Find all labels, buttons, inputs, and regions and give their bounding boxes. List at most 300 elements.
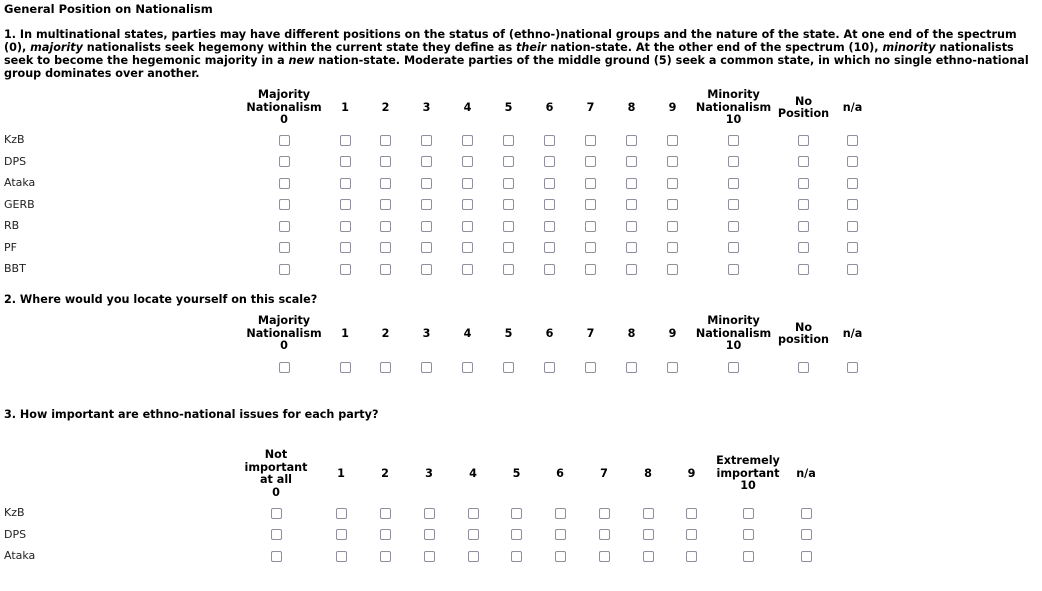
- q1-ataka-6-checkbox[interactable]: [544, 178, 555, 189]
- q1-ataka-5-cell: [488, 172, 529, 194]
- q1-pf-0-checkbox[interactable]: [279, 242, 290, 253]
- q1-ataka-4-checkbox[interactable]: [462, 178, 473, 189]
- q3-ataka-10-cell: [713, 545, 783, 567]
- q1-kzb-4-cell: [447, 129, 488, 151]
- q1-bbt-3-cell: [406, 258, 447, 280]
- q1-gerb-4-cell: [447, 194, 488, 216]
- q1-kzb-10-cell: [693, 129, 774, 151]
- q1-ataka-10-checkbox[interactable]: [728, 178, 739, 189]
- q1-gerb-0-checkbox[interactable]: [279, 199, 290, 210]
- q2-self-7-checkbox[interactable]: [585, 362, 596, 373]
- q2-self-6-checkbox[interactable]: [544, 362, 555, 373]
- q1-rb-no-position-checkbox[interactable]: [798, 221, 809, 232]
- q1-header-8: 8: [627, 100, 636, 114]
- q3-kzb-2-checkbox[interactable]: [380, 508, 391, 519]
- q1-pf-na-cell: [833, 237, 872, 259]
- q3-ataka-4-checkbox[interactable]: [468, 551, 479, 562]
- q1-pf-no-position-cell: [774, 237, 833, 259]
- q1-gerb-no-position-cell: [774, 194, 833, 216]
- q1-gerb-row-label: GERB: [4, 197, 35, 211]
- q1-pf-2-cell: [365, 237, 406, 259]
- q3-header-4: 4: [469, 466, 477, 480]
- q2-self-1-checkbox[interactable]: [340, 362, 351, 373]
- q2-self-1-cell: [325, 355, 365, 379]
- q3-header-extremely-important: Extremely important 10: [716, 454, 780, 493]
- q2-header-7: 7: [586, 326, 595, 340]
- q3-ataka-7-checkbox[interactable]: [599, 551, 610, 562]
- q1-pf-0-cell: [243, 237, 325, 259]
- q3-ataka-row-label: Ataka: [4, 549, 36, 563]
- q1-dps-7-cell: [570, 151, 611, 173]
- q2-header-empty: [0, 313, 243, 355]
- q1-header-2: 2: [381, 100, 390, 114]
- q1-kzb-5-checkbox[interactable]: [503, 135, 514, 146]
- q1-kzb-7-checkbox[interactable]: [585, 135, 596, 146]
- q1-dps-no-position-cell: [774, 151, 833, 173]
- q3-dps-2-cell: [363, 524, 407, 546]
- q3-dps-8-checkbox[interactable]: [643, 529, 654, 540]
- q3-dps-5-cell: [495, 524, 538, 546]
- q3-kzb-1-checkbox[interactable]: [336, 508, 347, 519]
- q3-dps-7-checkbox[interactable]: [599, 529, 610, 540]
- q1-kzb-9-cell: [652, 129, 693, 151]
- q1-ataka-no-position-checkbox[interactable]: [798, 178, 809, 189]
- q1-rb-10-checkbox[interactable]: [728, 221, 739, 232]
- q1-gerb-8-cell: [611, 194, 652, 216]
- q2-self-9-checkbox[interactable]: [667, 362, 678, 373]
- q3-ataka-2-cell: [363, 545, 407, 567]
- q1-rb-9-cell: [652, 215, 693, 237]
- q3-kzb-9-checkbox[interactable]: [686, 508, 697, 519]
- q1-kzb-3-checkbox[interactable]: [421, 135, 432, 146]
- q1-dps-10-cell: [693, 151, 774, 173]
- q2-self-2-checkbox[interactable]: [380, 362, 391, 373]
- q2-header-no-position: No position: [777, 320, 830, 346]
- q1-dps-10-checkbox[interactable]: [728, 156, 739, 167]
- q1-ataka-3-checkbox[interactable]: [421, 178, 432, 189]
- q3-dps-3-cell: [407, 524, 451, 546]
- q2-self-0-checkbox[interactable]: [279, 362, 290, 373]
- q3-dps-row-label: DPS: [4, 527, 27, 541]
- q1-pf-4-checkbox[interactable]: [462, 242, 473, 253]
- q1-dps-1-cell: [325, 151, 365, 173]
- q3-dps-row: [0, 524, 829, 546]
- q1-gerb-7-cell: [570, 194, 611, 216]
- q1-ataka-10-cell: [693, 172, 774, 194]
- q1-em-minority: minority: [882, 41, 936, 54]
- q3-ataka-8-cell: [626, 545, 670, 567]
- q1-kzb-6-checkbox[interactable]: [544, 135, 555, 146]
- q2-self-5-checkbox[interactable]: [503, 362, 514, 373]
- q3-kzb-0-checkbox[interactable]: [271, 508, 282, 519]
- q1-ataka-1-checkbox[interactable]: [340, 178, 351, 189]
- q1-dps-5-checkbox[interactable]: [503, 156, 514, 167]
- q3-kzb-6-checkbox[interactable]: [555, 508, 566, 519]
- q1-kzb-0-cell: [243, 129, 325, 151]
- q1-dps-6-checkbox[interactable]: [544, 156, 555, 167]
- q1-dps-0-cell: [243, 151, 325, 173]
- q1-bbt-10-checkbox[interactable]: [728, 264, 739, 275]
- q2-header-8: 8: [627, 326, 636, 340]
- q1-dps-na-cell: [833, 151, 872, 173]
- q1-pf-5-checkbox[interactable]: [503, 242, 514, 253]
- q3-ataka-3-cell: [407, 545, 451, 567]
- q3-kzb-4-checkbox[interactable]: [468, 508, 479, 519]
- q1-bbt-2-cell: [365, 258, 406, 280]
- q1-kzb-na-cell: [833, 129, 872, 151]
- q2-self-8-cell: [611, 355, 652, 379]
- q3-dps-5-checkbox[interactable]: [511, 529, 522, 540]
- q1-pf-9-checkbox[interactable]: [667, 242, 678, 253]
- q3-kzb-7-cell: [582, 502, 626, 524]
- q1-rb-1-checkbox[interactable]: [340, 221, 351, 232]
- q1-gerb-9-cell: [652, 194, 693, 216]
- q1-gerb-2-cell: [365, 194, 406, 216]
- q3-ataka-9-checkbox[interactable]: [686, 551, 697, 562]
- q1-kzb-9-checkbox[interactable]: [667, 135, 678, 146]
- q3-dps-na-checkbox[interactable]: [801, 529, 812, 540]
- q3-dps-4-checkbox[interactable]: [468, 529, 479, 540]
- q1-gerb-1-cell: [325, 194, 365, 216]
- q1-dps-9-checkbox[interactable]: [667, 156, 678, 167]
- question-2-text: 2. Where would you locate yourself on this scale?: [4, 293, 318, 306]
- q1-dps-0-checkbox[interactable]: [279, 156, 290, 167]
- question-1-grid: [0, 87, 872, 280]
- q1-pf-8-cell: [611, 237, 652, 259]
- q3-header-5: 5: [512, 466, 521, 480]
- q1-gerb-0-cell: [243, 194, 325, 216]
- q1-kzb-2-checkbox[interactable]: [380, 135, 391, 146]
- q2-header-na: n/a: [842, 326, 863, 340]
- q3-header-not-important: Not important at all 0: [244, 448, 308, 499]
- q3-ataka-na-cell: [783, 545, 829, 567]
- q1-rb-row: [0, 215, 872, 237]
- q1-dps-7-checkbox[interactable]: [585, 156, 596, 167]
- q1-ataka-3-cell: [406, 172, 447, 194]
- q1-ataka-0-cell: [243, 172, 325, 194]
- q1-dps-2-checkbox[interactable]: [380, 156, 391, 167]
- q1-pf-na-checkbox[interactable]: [847, 242, 858, 253]
- q1-dps-no-position-checkbox[interactable]: [798, 156, 809, 167]
- q1-rb-3-cell: [406, 215, 447, 237]
- q1-pf-3-cell: [406, 237, 447, 259]
- q2-self-3-checkbox[interactable]: [421, 362, 432, 373]
- q1-gerb-3-cell: [406, 194, 447, 216]
- q1-header-3: 3: [422, 100, 431, 114]
- question-1-text: [4, 28, 1034, 80]
- q1-ataka-4-cell: [447, 172, 488, 194]
- q1-gerb-4-checkbox[interactable]: [462, 199, 473, 210]
- q2-self-4-checkbox[interactable]: [462, 362, 473, 373]
- q1-kzb-0-checkbox[interactable]: [279, 135, 290, 146]
- q3-kzb-4-cell: [451, 502, 495, 524]
- q1-rb-5-checkbox[interactable]: [503, 221, 514, 232]
- q1-rb-2-checkbox[interactable]: [380, 221, 391, 232]
- q1-ataka-8-cell: [611, 172, 652, 194]
- q1-rb-10-cell: [693, 215, 774, 237]
- q1-pf-7-cell: [570, 237, 611, 259]
- q1-pf-10-checkbox[interactable]: [728, 242, 739, 253]
- q1-ataka-7-checkbox[interactable]: [585, 178, 596, 189]
- q3-kzb-3-cell: [407, 502, 451, 524]
- q1-header-4: 4: [463, 100, 472, 114]
- q1-gerb-9-checkbox[interactable]: [667, 199, 678, 210]
- q1-ataka-no-position-cell: [774, 172, 833, 194]
- q1-ataka-2-cell: [365, 172, 406, 194]
- q1-bbt-na-checkbox[interactable]: [847, 264, 858, 275]
- q3-header-7: 7: [600, 466, 608, 480]
- q1-pf-6-checkbox[interactable]: [544, 242, 555, 253]
- q1-gerb-5-cell: [488, 194, 529, 216]
- q2-self-row: [0, 355, 872, 379]
- q1-ataka-8-checkbox[interactable]: [626, 178, 637, 189]
- q2-self-no-position-cell: [774, 355, 833, 379]
- q1-bbt-6-checkbox[interactable]: [544, 264, 555, 275]
- q1-bbt-row: [0, 258, 872, 280]
- q3-header-8: 8: [644, 466, 652, 480]
- q2-header-1: 1: [341, 326, 349, 340]
- q1-rb-3-checkbox[interactable]: [421, 221, 432, 232]
- q3-kzb-row: [0, 502, 829, 524]
- q1-bbt-5-checkbox[interactable]: [503, 264, 514, 275]
- question-3-text: 3. How important are ethno-national issues for each party?: [4, 408, 379, 421]
- q1-pf-6-cell: [529, 237, 570, 259]
- q3-kzb-5-cell: [495, 502, 538, 524]
- q1-gerb-10-checkbox[interactable]: [728, 199, 739, 210]
- q3-ataka-5-checkbox[interactable]: [511, 551, 522, 562]
- q3-dps-0-cell: [233, 524, 319, 546]
- q2-header-majority: Majority Nationalism 0: [246, 314, 322, 353]
- q1-dps-4-checkbox[interactable]: [462, 156, 473, 167]
- q3-kzb-8-checkbox[interactable]: [643, 508, 654, 519]
- q2-self-3-cell: [406, 355, 447, 379]
- q3-kzb-8-cell: [626, 502, 670, 524]
- q1-rb-4-checkbox[interactable]: [462, 221, 473, 232]
- q1-rb-7-checkbox[interactable]: [585, 221, 596, 232]
- q1-bbt-10-cell: [693, 258, 774, 280]
- q3-dps-4-cell: [451, 524, 495, 546]
- q1-bbt-2-checkbox[interactable]: [380, 264, 391, 275]
- q3-header-empty: [0, 446, 233, 502]
- q1-kzb-10-checkbox[interactable]: [728, 135, 739, 146]
- q3-kzb-2-cell: [363, 502, 407, 524]
- q1-bbt-4-checkbox[interactable]: [462, 264, 473, 275]
- q3-ataka-0-checkbox[interactable]: [271, 551, 282, 562]
- q1-pf-no-position-checkbox[interactable]: [798, 242, 809, 253]
- q1-gerb-3-checkbox[interactable]: [421, 199, 432, 210]
- q1-gerb-10-cell: [693, 194, 774, 216]
- q2-self-8-checkbox[interactable]: [626, 362, 637, 373]
- q1-dps-row-label: DPS: [4, 154, 27, 168]
- q3-dps-2-checkbox[interactable]: [380, 529, 391, 540]
- q1-header-minority: Minority Nationalism 10: [695, 88, 772, 127]
- q1-rb-9-checkbox[interactable]: [667, 221, 678, 232]
- q3-ataka-2-checkbox[interactable]: [380, 551, 391, 562]
- q1-gerb-na-checkbox[interactable]: [847, 199, 858, 210]
- q2-header-row: [0, 313, 872, 355]
- q1-bbt-9-checkbox[interactable]: [667, 264, 678, 275]
- q1-ataka-7-cell: [570, 172, 611, 194]
- q1-pf-7-checkbox[interactable]: [585, 242, 596, 253]
- q3-header-9: 9: [687, 466, 696, 480]
- q1-bbt-0-checkbox[interactable]: [279, 264, 290, 275]
- q1-ataka-0-checkbox[interactable]: [279, 178, 290, 189]
- q1-kzb-na-checkbox[interactable]: [847, 135, 858, 146]
- q3-dps-1-cell: [319, 524, 363, 546]
- q3-header-row: [0, 446, 829, 502]
- q1-rb-8-checkbox[interactable]: [626, 221, 637, 232]
- q1-bbt-na-cell: [833, 258, 872, 280]
- q1-dps-row: [0, 151, 872, 173]
- q1-rb-no-position-cell: [774, 215, 833, 237]
- q1-pf-8-checkbox[interactable]: [626, 242, 637, 253]
- q1-rb-row-label: RB: [4, 219, 20, 233]
- q3-kzb-row-label: KzB: [4, 506, 25, 520]
- q1-pf-2-checkbox[interactable]: [380, 242, 391, 253]
- q1-ataka-5-checkbox[interactable]: [503, 178, 514, 189]
- q3-kzb-7-checkbox[interactable]: [599, 508, 610, 519]
- q3-ataka-na-checkbox[interactable]: [801, 551, 812, 562]
- q1-dps-3-checkbox[interactable]: [421, 156, 432, 167]
- q2-self-7-cell: [570, 355, 611, 379]
- q2-header-4: 4: [463, 326, 472, 340]
- q3-kzb-10-checkbox[interactable]: [743, 508, 754, 519]
- q1-gerb-2-checkbox[interactable]: [380, 199, 391, 210]
- q1-gerb-no-position-checkbox[interactable]: [798, 199, 809, 210]
- q1-kzb-8-cell: [611, 129, 652, 151]
- q3-ataka-1-checkbox[interactable]: [336, 551, 347, 562]
- q2-header-minority: Minority Nationalism 10: [695, 314, 772, 353]
- q1-kzb-1-cell: [325, 129, 365, 151]
- q3-kzb-6-cell: [538, 502, 582, 524]
- q1-gerb-5-checkbox[interactable]: [503, 199, 514, 210]
- q3-kzb-3-checkbox[interactable]: [424, 508, 435, 519]
- q1-kzb-1-checkbox[interactable]: [340, 135, 351, 146]
- q1-ataka-row-label: Ataka: [4, 176, 36, 190]
- q1-rb-6-checkbox[interactable]: [544, 221, 555, 232]
- q3-ataka-3-checkbox[interactable]: [424, 551, 435, 562]
- q1-gerb-1-checkbox[interactable]: [340, 199, 351, 210]
- q1-header-majority: Majority Nationalism 0: [246, 88, 322, 127]
- q2-self-6-cell: [529, 355, 570, 379]
- q1-ataka-6-cell: [529, 172, 570, 194]
- q1-dps-na-checkbox[interactable]: [847, 156, 858, 167]
- q1-header-7: 7: [586, 100, 595, 114]
- q3-kzb-1-cell: [319, 502, 363, 524]
- q3-dps-9-cell: [670, 524, 713, 546]
- q1-ataka-1-cell: [325, 172, 365, 194]
- q3-kzb-5-checkbox[interactable]: [511, 508, 522, 519]
- q1-kzb-no-position-checkbox[interactable]: [798, 135, 809, 146]
- q1-gerb-8-checkbox[interactable]: [626, 199, 637, 210]
- q1-ataka-2-checkbox[interactable]: [380, 178, 391, 189]
- q1-kzb-6-cell: [529, 129, 570, 151]
- q3-kzb-9-cell: [670, 502, 713, 524]
- q1-kzb-4-checkbox[interactable]: [462, 135, 473, 146]
- q3-ataka-9-cell: [670, 545, 713, 567]
- q3-dps-1-checkbox[interactable]: [336, 529, 347, 540]
- q1-bbt-7-checkbox[interactable]: [585, 264, 596, 275]
- q3-dps-0-checkbox[interactable]: [271, 529, 282, 540]
- q1-bbt-6-cell: [529, 258, 570, 280]
- q3-kzb-0-cell: [233, 502, 319, 524]
- q2-header-6: 6: [545, 326, 554, 340]
- q1-kzb-8-checkbox[interactable]: [626, 135, 637, 146]
- q1-header-row: [0, 87, 872, 129]
- q3-dps-9-checkbox[interactable]: [686, 529, 697, 540]
- q3-ataka-8-checkbox[interactable]: [643, 551, 654, 562]
- page-title: General Position on Nationalism: [4, 2, 213, 16]
- q1-header-empty: [0, 87, 243, 129]
- q1-rb-0-checkbox[interactable]: [279, 221, 290, 232]
- q1-bbt-1-checkbox[interactable]: [340, 264, 351, 275]
- q1-dps-4-cell: [447, 151, 488, 173]
- q2-self-9-cell: [652, 355, 693, 379]
- q1-bbt-5-cell: [488, 258, 529, 280]
- q3-dps-10-checkbox[interactable]: [743, 529, 754, 540]
- q2-self-na-checkbox[interactable]: [847, 362, 858, 373]
- q1-rb-na-checkbox[interactable]: [847, 221, 858, 232]
- q3-ataka-6-checkbox[interactable]: [555, 551, 566, 562]
- q1-header-na: n/a: [842, 100, 863, 114]
- q3-dps-6-cell: [538, 524, 582, 546]
- q1-dps-8-checkbox[interactable]: [626, 156, 637, 167]
- q1-rb-2-cell: [365, 215, 406, 237]
- q1-dps-9-cell: [652, 151, 693, 173]
- q1-bbt-3-checkbox[interactable]: [421, 264, 432, 275]
- q1-kzb-no-position-cell: [774, 129, 833, 151]
- q1-pf-5-cell: [488, 237, 529, 259]
- q1-ataka-row: [0, 172, 872, 194]
- q1-kzb-row-label: KzB: [4, 133, 25, 147]
- q1-gerb-6-cell: [529, 194, 570, 216]
- q1-ataka-na-checkbox[interactable]: [847, 178, 858, 189]
- q3-dps-6-checkbox[interactable]: [555, 529, 566, 540]
- q1-pf-row: [0, 237, 872, 259]
- q2-header-9: 9: [668, 326, 677, 340]
- q3-ataka-10-checkbox[interactable]: [743, 551, 754, 562]
- q3-ataka-0-cell: [233, 545, 319, 567]
- q3-dps-3-checkbox[interactable]: [424, 529, 435, 540]
- q1-dps-2-cell: [365, 151, 406, 173]
- q1-bbt-no-position-checkbox[interactable]: [798, 264, 809, 275]
- q3-kzb-na-checkbox[interactable]: [801, 508, 812, 519]
- q2-self-no-position-checkbox[interactable]: [798, 362, 809, 373]
- q1-mid2: nation-state. At the other end of the spectrum (10),: [546, 41, 883, 54]
- q2-header-3: 3: [422, 326, 431, 340]
- q1-gerb-7-checkbox[interactable]: [585, 199, 596, 210]
- q3-kzb-na-cell: [783, 502, 829, 524]
- q1-rb-4-cell: [447, 215, 488, 237]
- q1-dps-8-cell: [611, 151, 652, 173]
- q1-bbt-1-cell: [325, 258, 365, 280]
- q3-dps-na-cell: [783, 524, 829, 546]
- q1-rb-6-cell: [529, 215, 570, 237]
- q1-ataka-9-checkbox[interactable]: [667, 178, 678, 189]
- q1-header-6: 6: [545, 100, 554, 114]
- q1-pf-1-checkbox[interactable]: [340, 242, 351, 253]
- q1-rb-na-cell: [833, 215, 872, 237]
- q1-gerb-6-checkbox[interactable]: [544, 199, 555, 210]
- q3-ataka-7-cell: [582, 545, 626, 567]
- q1-em-majority: majority: [30, 41, 83, 54]
- q1-bbt-8-checkbox[interactable]: [626, 264, 637, 275]
- q1-kzb-3-cell: [406, 129, 447, 151]
- q1-pf-3-checkbox[interactable]: [421, 242, 432, 253]
- q2-self-10-checkbox[interactable]: [728, 362, 739, 373]
- q1-dps-1-checkbox[interactable]: [340, 156, 351, 167]
- q1-pf-10-cell: [693, 237, 774, 259]
